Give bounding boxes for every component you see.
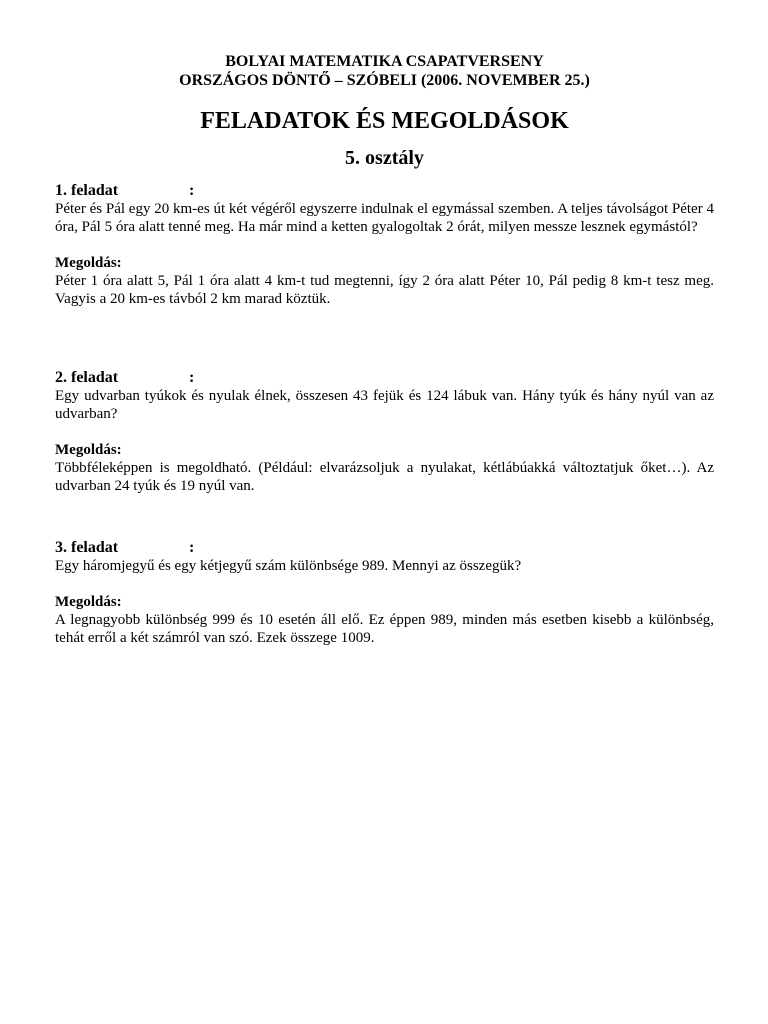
task-heading bbox=[55, 182, 714, 200]
solution-label: Megoldás: bbox=[55, 255, 122, 271]
task-colon: : bbox=[189, 539, 195, 556]
task-3 bbox=[55, 539, 714, 647]
task-colon: : bbox=[189, 182, 195, 199]
document-page bbox=[55, 0, 714, 646]
task-heading bbox=[55, 369, 714, 387]
task-heading bbox=[55, 539, 714, 557]
task-number: 2. feladat bbox=[55, 369, 119, 386]
problem-text: Egy háromjegyű és egy kétjegyű szám különbsége 989. Mennyi az összegük? bbox=[55, 558, 522, 574]
task-1 bbox=[55, 182, 714, 308]
task-colon: : bbox=[189, 369, 195, 386]
task-number: 3. feladat bbox=[55, 539, 119, 556]
task-number: 1. feladat bbox=[55, 182, 119, 199]
task-2 bbox=[55, 369, 714, 495]
solution-label: Megoldás: bbox=[55, 594, 122, 610]
solution-text: Többféleképpen is megoldható. (Például: elvarázsoljuk a nyulakat, kétlábúakká változtatjuk őket…). Az udvarban 24 tyúk és 19 nyúl van. bbox=[55, 460, 714, 494]
solution-label: Megoldás: bbox=[55, 442, 122, 458]
solution-text: A legnagyobb különbség 999 és 10 esetén áll elő. Ez éppen 989, minden más esetben kisebb a különbség, tehát erről a két számról van szó. Ezek összege 1009. bbox=[55, 612, 714, 646]
solution-text: Péter 1 óra alatt 5, Pál 1 óra alatt 4 km-t tud megtenni, így 2 óra alatt Péter 10, Pál pedig 8 km-t tesz meg. Vagyis a 20 km-es távból 2 km marad köztük. bbox=[55, 273, 714, 307]
competition-name: BOLYAI MATEMATIKA CSAPATVERSENY bbox=[225, 53, 544, 70]
problem-text: Egy udvarban tyúkok és nyulak élnek, összesen 43 fejük és 124 lábuk van. Hány tyúk és hány nyúl van az udvarban? bbox=[55, 388, 714, 422]
page-title: FELADATOK ÉS MEGOLDÁSOK bbox=[200, 108, 569, 134]
problem-text: Péter és Pál egy 20 km-es út két végéről egyszerre indulnak el egymással szemben. A teljes távolságot Péter 4 óra, Pál 5 óra alatt tenné meg. Ha már mind a ketten gyalogoltak 2 órát, milyen messze lesznek egymástól? bbox=[55, 201, 714, 235]
grade-title: 5. osztály bbox=[345, 147, 424, 169]
round-info: ORSZÁGOS DÖNTŐ – SZÓBELI (2006. NOVEMBER 25.) bbox=[179, 72, 590, 89]
